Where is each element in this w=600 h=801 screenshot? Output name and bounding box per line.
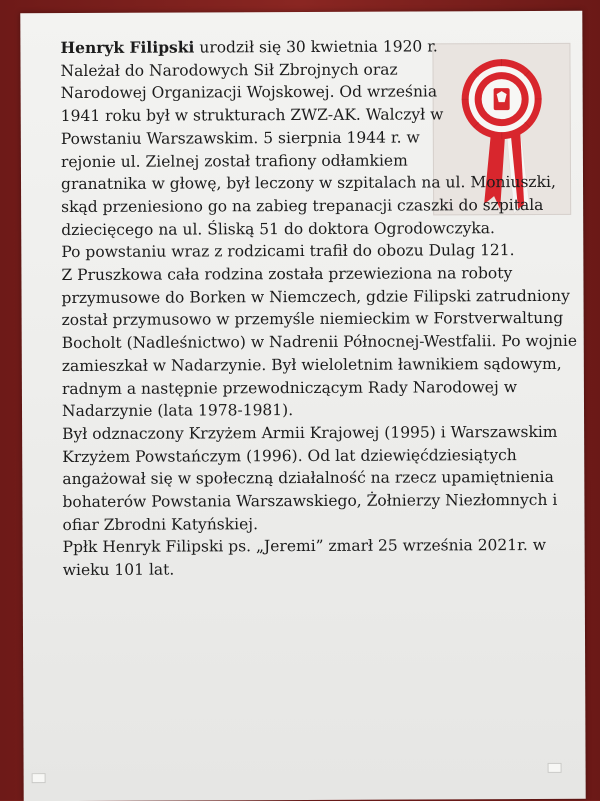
text-line: Należał do Narodowych Sił Zbrojnych oraz xyxy=(60,58,570,83)
text-line: Krzyżem Powstańczym (1996). Od lat dziewięćdziesiątych xyxy=(62,443,572,468)
pin-mark-right xyxy=(548,763,562,773)
text-line: Z Pruszkowa cała rodzina została przewieziona na roboty xyxy=(61,262,571,287)
paper-sheet xyxy=(20,11,585,801)
text-line: dziecięcego na ul. Śliską 51 do doktora Ogrodowczyka. xyxy=(61,216,571,241)
person-name: Henryk Filipski xyxy=(60,37,194,57)
text-line: Narodowej Organizacji Wojskowej. Od września xyxy=(61,80,571,105)
text-line: bohaterów Powstania Warszawskiego, Żołnierzy Niezłomnych i xyxy=(62,489,572,514)
text-line: angażował się w społeczną działalność na rzecz upamiętnienia xyxy=(62,466,572,491)
text-line: radnym a następnie przewodniczącym Rady Narodowej w xyxy=(62,375,572,400)
text-line: ofiar Zbrodni Katyńskiej. xyxy=(62,512,572,537)
biography-text xyxy=(60,35,572,582)
text-line: Nadarzynie (lata 1978-1981). xyxy=(62,398,572,423)
text-line: wieku 101 lat. xyxy=(63,557,573,582)
text-line: 1941 roku był w strukturach ZWZ-AK. Walczył w xyxy=(61,103,571,128)
text-line: Był odznaczony Krzyżem Armii Krajowej (1995) i Warszawskim xyxy=(62,421,572,446)
text-line: Bocholt (Nadleśnictwo) w Nadrenii Północnej-Westfalii. Po wojnie xyxy=(62,330,572,355)
text-line: Henryk Filipski urodził się 30 kwietnia 1920 r. xyxy=(60,35,570,60)
text-line: przymusowe do Borken w Niemczech, gdzie Filipski zatrudniony xyxy=(61,285,571,310)
text-line: rejonie ul. Zielnej został trafiony odłamkiem xyxy=(61,148,571,173)
text-line: granatnika w głowę, był leczony w szpitalach na ul. Moniuszki, xyxy=(61,171,571,196)
pin-mark-left xyxy=(32,773,46,783)
text-line: skąd przeniesiono go na zabieg trepanacji czaszki do szpitala xyxy=(61,194,571,219)
text-line: został przymusowo w przemyśle niemieckim w Forstverwaltung xyxy=(62,307,572,332)
text-line: zamieszkał w Nadarzynie. Był wieloletnim ławnikiem sądowym, xyxy=(62,353,572,378)
text-line: Powstaniu Warszawskim. 5 sierpnia 1944 r. w xyxy=(61,126,571,151)
text-line: Po powstaniu wraz z rodzicami trafił do obozu Dulag 121. xyxy=(61,239,571,264)
text-line: Ppłk Henryk Filipski ps. „Jeremi” zmarł 25 września 2021r. w xyxy=(63,534,573,559)
